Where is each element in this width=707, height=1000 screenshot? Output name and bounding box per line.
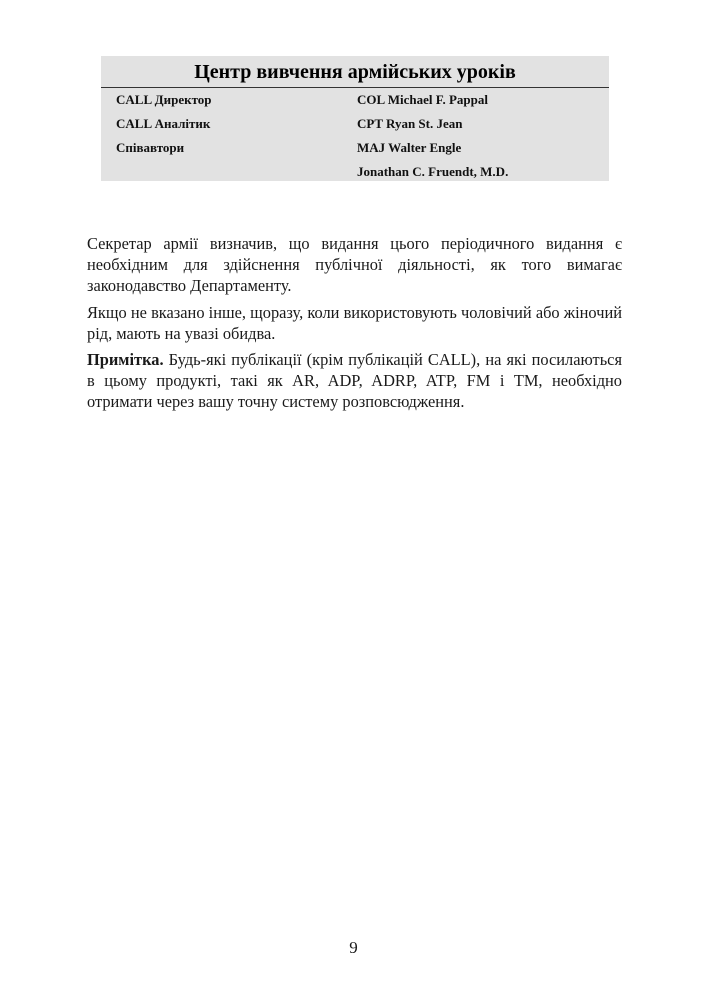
title-divider	[101, 87, 609, 88]
staff-role: CALL Директор	[116, 92, 212, 107]
staff-name: CPT Ryan St. Jean	[357, 116, 463, 131]
paragraph-publications-note	[87, 349, 622, 412]
page-number: 9	[349, 938, 358, 957]
call-title: Центр вивчення армійських уроків	[194, 61, 516, 83]
note-text: Будь-які публікації (крім публікацій CALL), на які посилаються в цьому продукті, такі як AR, ADP, ADRP, ATP, FM і TM, необхідно отримати через вашу точну систему розповсюдження.	[87, 350, 622, 411]
staff-name: Jonathan C. Fruendt, M.D.	[357, 164, 509, 179]
staff-name: COL Michael F. Pappal	[357, 92, 488, 107]
staff-row-coauthors	[101, 138, 609, 158]
note-label: Примітка.	[87, 350, 164, 369]
staff-role: Співавтори	[116, 140, 185, 155]
staff-row-analyst	[101, 114, 609, 134]
staff-name: MAJ Walter Engle	[357, 140, 462, 155]
staff-row-director	[101, 90, 609, 110]
call-header-box	[101, 56, 609, 181]
staff-role: CALL Аналітик	[116, 116, 211, 131]
staff-row-coauthor-2	[101, 162, 609, 182]
paragraph-gender-note: Якщо не вказано інше, щоразу, коли використовують чоловічий або жіночий рід, мають на увазі обидва.	[87, 303, 622, 343]
paragraph-publication-approval: Секретар армії визначив, що видання цього періодичного видання є необхідним для здійснення публічної діяльності, як того вимагає законодавство Департаменту.	[87, 234, 622, 295]
